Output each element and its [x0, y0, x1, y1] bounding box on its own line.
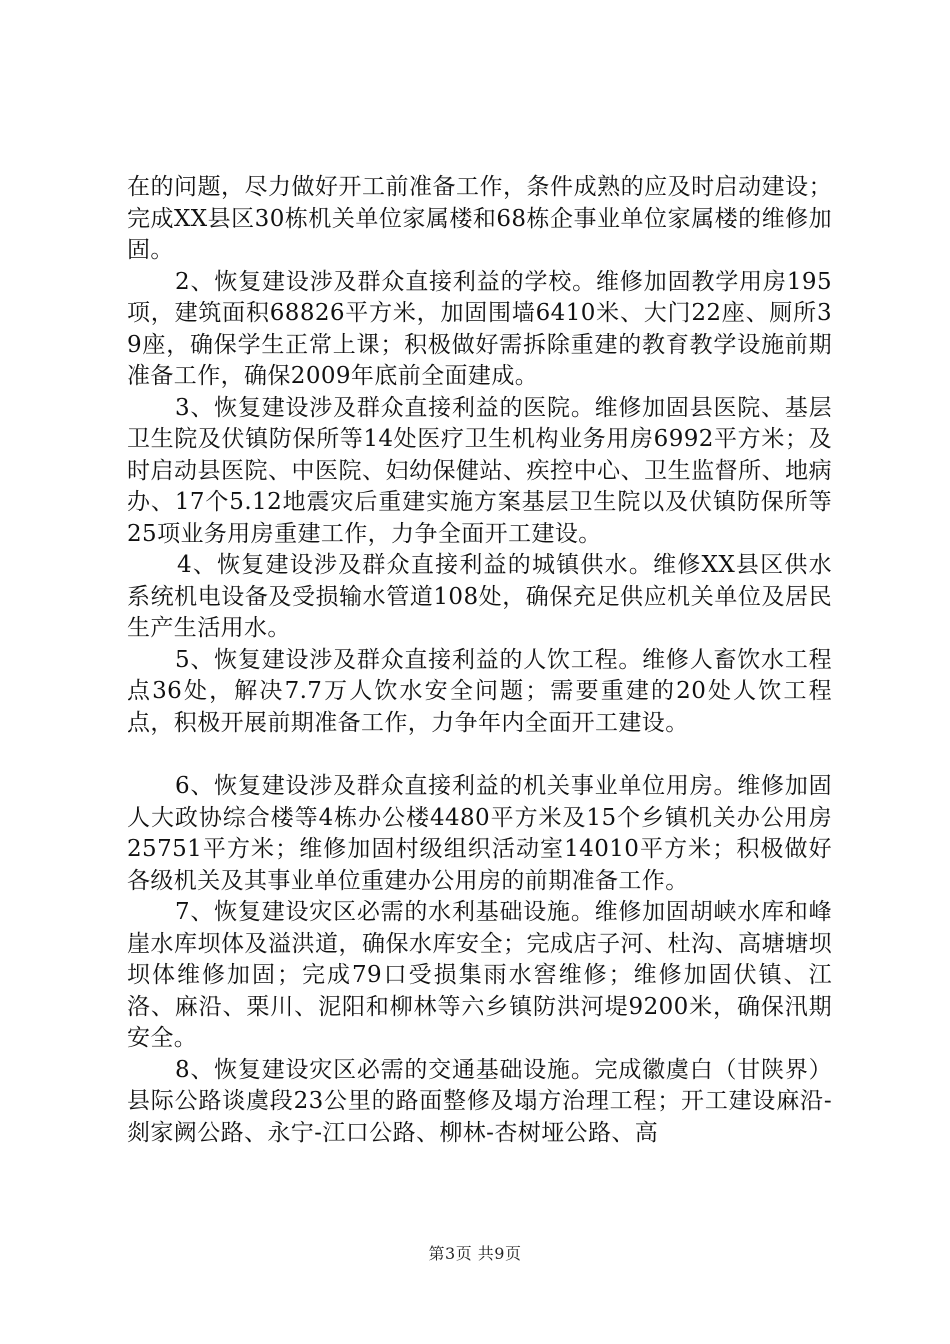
paragraph-hospitals: 3、恢复建设涉及群众直接利益的医院。维修加固县医院、基层卫生院及伏镇防保所等14处医疗卫生机构业务用房6992平方米；及时启动县医院、中医院、妇幼保健站、疾控中心、卫生监督所、地病办、17个5.12地震灾后重建实施方案基层卫生院以及伏镇防保所等25项业务用房重建工作，力争全面开工建设。 [127, 394, 832, 547]
paragraph-schools: 2、恢复建设涉及群众直接利益的学校。维修加固教学用房195项，建筑面积68826平方米，加固围墙6410米、大门22座、厕所39座，确保学生正常上课；积极做好需拆除重建的教育教学设施前期准备工作，确保2009年底前全面建成。 [127, 268, 832, 389]
paragraph-continued: 在的问题，尽力做好开工前准备工作，条件成熟的应及时启动建设；完成XX县区30栋机关单位家属楼和68栋企事业单位家属楼的维修加固。 [127, 174, 832, 263]
paragraph-office-buildings: 6、恢复建设涉及群众直接利益的机关事业单位用房。维修加固人大政协综合楼等4栋办公楼4480平方米及15个乡镇机关办公用房25751平方米；维修加固村级组织活动室14010平方米；积极做好各级机关及其事业单位重建办公用房的前期准备工作。 [127, 773, 832, 894]
paragraph-drinking-water: 5、恢复建设涉及群众直接利益的人饮工程。维修人畜饮水工程点36处，解决7.7万人饮水安全问题；需要重建的20处人饮工程点，积极开展前期准备工作，力争年内全面开工建设。 [127, 646, 832, 736]
page-footer: 第3页 共9页 [428, 1244, 522, 1263]
paragraph-gap [127, 739, 832, 771]
paragraph-transport: 8、恢复建设灾区必需的交通基础设施。完成徽虞白（甘陕界）县际公路谈虞段23公里的路面整修及塌方治理工程；开工建设麻沿-剡家阙公路、永宁-江口公路、柳林-杏树垭公路、高 [127, 1056, 832, 1146]
paragraph-water-supply: 4、恢复建设涉及群众直接利益的城镇供水。维修XX县区供水系统机电设备及受损输水管道108处，确保充足供应机关单位及居民生产生活用水。 [127, 552, 832, 641]
document-body [127, 172, 832, 1149]
paragraph-water-conservancy: 7、恢复建设灾区必需的水利基础设施。维修加固胡峡水库和峰崖水库坝体及溢洪道，确保水库安全；完成店子河、杜沟、高塘塘坝坝体维修加固；完成79口受损集雨水窖维修；维修加固伏镇、江洛、麻沿、栗川、泥阳和柳林等六乡镇防洪河堤9200米，确保汛期安全。 [127, 899, 832, 1051]
